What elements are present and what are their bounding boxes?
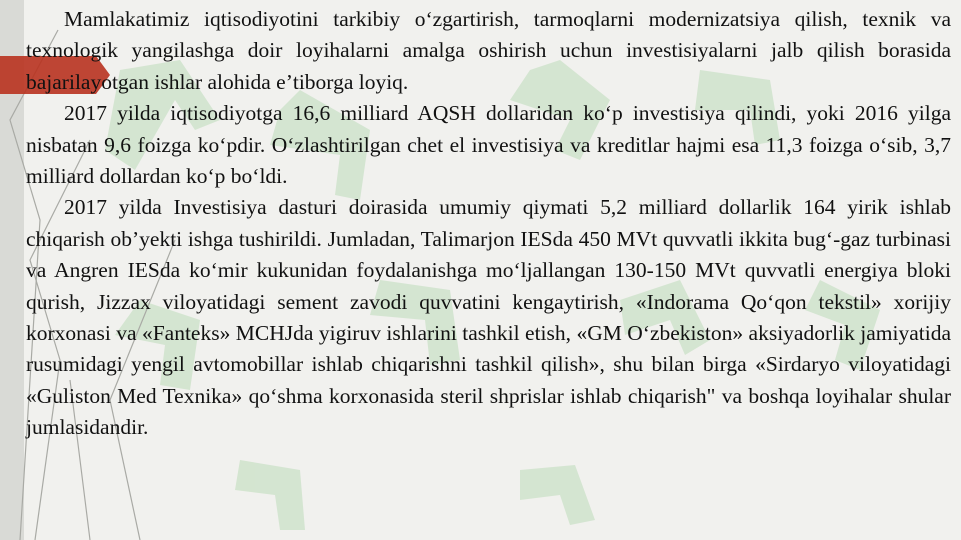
paragraph-1: Mamlakatimiz iqtisodiyotini tarkibiy oʻzgartirish, tarmoqlarni modernizatsiya qilish, texnik va texnologik yangilashga doir loyihalarni amalga oshirish uchun investisiyalarni jalb qilish borasida bajarilayotgan ishlar alohida eʼtiborga loyiq. <box>26 7 951 94</box>
document-text <box>26 4 951 444</box>
paragraph-3: 2017 yilda Investisiya dasturi doirasida umumiy qiymati 5,2 milliard dollarlik 164 yirik ishlab chiqarish obʼyekti ishga tushirildi. Jumladan, Talimarjon IESda 450 MVt quvvatli ikkita bugʻ-gaz turbinasi va Angren IESda koʻmir kukunidan foydalanishga moʻljallangan 130-150 MVt quvvatli energiya bloki qurish, Jizzax viloyatidagi sement zavodi quvvatini kengaytirish, «Indorama Qoʻqon tekstil» xorijiy korxonasi va «Fanteks» MCHJda yigiruv ishlarini tashkil etish, «GM Oʻzbekiston» aksiyadorlik jamiyatida rusumidagi yengil avtomobillar ishlab chiqarishni tashkil qilish», shu bilan birga «Sirdaryo viloyatidagi «Guliston Med Texnika» qoʻshma korxonasida steril shprislar ishlab chiqarish" va boshqa loyihalar shular jumlasidandir. <box>26 195 951 440</box>
paragraph-2: 2017 yilda iqtisodiyotga 16,6 milliard AQSH dollaridan koʻp investisiya qilindi, yoki 2016 yilga nisbatan 9,6 foizga koʻpdir. Oʻzlashtirilgan chet el investisiya va kreditlar hajmi esa 11,3 foizga oʻsib, 3,7 milliard dollardan koʻp boʻldi. <box>26 101 951 189</box>
